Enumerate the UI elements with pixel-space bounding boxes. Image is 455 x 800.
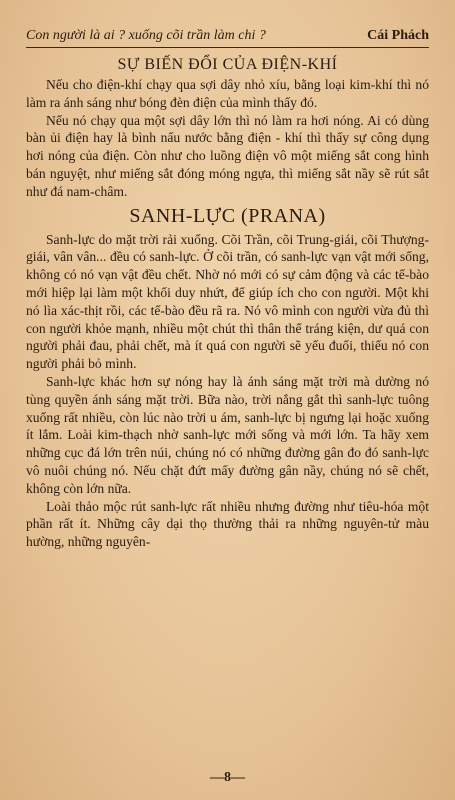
- paragraph: Sanh-lực khác hơn sự nóng hay là ánh sáng mặt trời mà dường nó tùng quyền ánh sáng mặt trời. Bữa nào, trời nắng gắt thì sanh-lực tuông xuống rất nhiều, còn lúc nào trời u ám, sanh-lực bị ngưng lại hoặc xuống ít lắm. Loài kim-thạch nhờ sanh-lực mới sống và mới lớn. Ta hãy xem những cục đá lớn trên núi, chúng nó có những đường gân đo đó sanh-lực vô nuôi chúng nó. Nếu chặt đứt mấy đường gân nầy, chúng nó sẽ chết, không còn lớn nữa.: [26, 373, 429, 496]
- section-heading-electricity: SỰ BIẾN ĐỔI CỦA ĐIỆN-KHÍ: [117, 56, 338, 73]
- paragraph: Loài thảo mộc rút sanh-lực rất nhiều nhưng đường như tiêu-hóa một phần rất ít. Những cây dại thọ thường thải ra những nguyên-tử màu hường, những nguyên-: [26, 498, 429, 550]
- running-title-right: Cái Phách: [367, 28, 429, 43]
- paragraph: Nếu nó chạy qua một sợi dây lớn thì nó làm ra hơi nóng. Ai có dùng bàn ủi điện hay là bình nấu nước bằng điện - khí thì thấy sự công dụng hơi nóng của điện. Còn như cho luồng điện vô một miếng sắt cong hình bán nguyệt, như miếng sắt đóng móng ngựa, thì miếng sắt nầy sẽ rút sắt như đá nam-châm.: [26, 112, 429, 199]
- section-heading-prana: SANH-LỰC (PRANA): [129, 204, 326, 227]
- running-header: [26, 28, 429, 48]
- paragraph: Nếu cho điện-khí chạy qua sợi dây nhỏ xíu, bằng loại kim-khí thì nó làm ra ánh sáng như bóng đèn điện của mình thấy đó.: [26, 77, 429, 110]
- page-number: —8—: [210, 770, 245, 785]
- running-title: Con người là ai ? xuống cõi trần làm chi ?: [26, 28, 266, 43]
- paragraph: Sanh-lực do mặt trời rải xuống. Cõi Trần, cõi Trung-giái, cõi Thượng-giái, vân vân... đều có sanh-lực. Ở cõi trần, có sanh-lực vạn vật mới sống, không có nó vạn vật đều chết. Nhờ nó mới có sự cảm động và các tế-bào mới hiệp lại làm một khối duy nhứt, để giúp ích cho con người. Một khi nó lìa xác-thịt rồi, các tế-bào đều rã ra. Nó vô mình con người vừa đủ thì con người khỏe mạnh, nhiều một chút thì thân thể tráng kiện, dư quá con người phải đau, phải chết, mà ít quá con người sẽ yếu đuối, thiếu nó con người phải bỏ mình.: [26, 231, 429, 372]
